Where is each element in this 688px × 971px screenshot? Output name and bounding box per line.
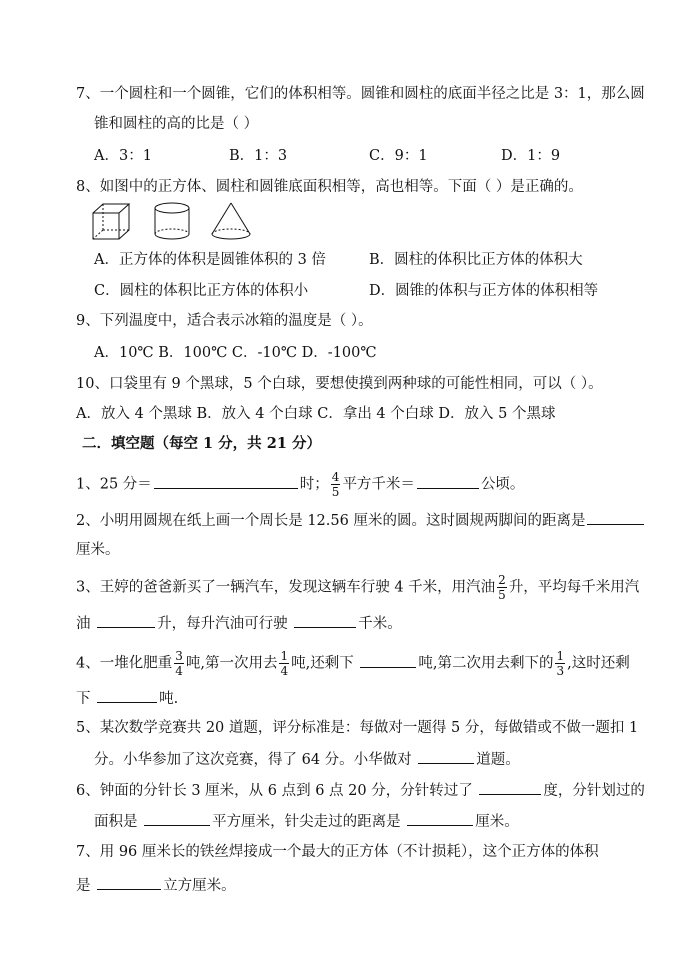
q8-option-d: D．圆锥的体积与正方体的体积相等 (369, 283, 599, 299)
fill-4-text-g: 吨. (159, 691, 179, 707)
fill-4 (76, 650, 630, 677)
fill-1-text-d: 公顷。 (480, 476, 525, 493)
fill-5-text-a: 分。小华参加了这次竞赛，得了 64 分。小华做对 (94, 752, 412, 768)
q9-stem: 9、下列温度中，适合表示冰箱的温度是（ ）。 (76, 313, 373, 329)
q8-stem: 8、如图中的正方体、圆柱和圆锥底面积相等，高也相等。下面（ ）是正确的。 (76, 179, 583, 195)
fraction-2-5: $\frac{2}{5}$ (498, 573, 506, 602)
fill-6-blank-3[interactable] (407, 810, 473, 826)
fill-7-text-b: 立方厘米。 (163, 878, 236, 894)
fill-4-text-b: 吨,第一次用去 (185, 655, 278, 672)
fill-3-line2 (76, 612, 402, 634)
fill-2 (76, 509, 646, 531)
fill-3-text-c: 油 (76, 616, 91, 632)
fill-7-line1: 7、用 96 厘米长的铁丝焊接成一个最大的正方体（不计损耗），这个正方体的体积 (76, 844, 599, 860)
fill-7-line2 (76, 874, 236, 896)
fill-5-line1: 5、某次数学竞赛共 20 道题，评分标准是：每做对一题得 5 分，每做错或不做一题扣 1 (76, 720, 639, 736)
fill-6-text-d: 平方厘米，针尖走过的距离是 (212, 814, 401, 830)
cone-figure (209, 201, 253, 241)
q7-option-b: B．1：3 (229, 148, 288, 164)
fill-7-text-a: 是 (76, 878, 91, 894)
fill-1-text-b: 时； (299, 476, 329, 493)
q10-stem: 10、口袋里有 9 个黑球，5 个白球，要想使摸到两种球的可能性相同，可以（ ）。 (76, 376, 603, 392)
fill-1 (76, 471, 524, 498)
fraction-1-3: $\frac{1}{3}$ (556, 649, 565, 678)
section-title: 二．填空题（每空 1 分，共 21 分） (82, 435, 321, 452)
fill-5-line2 (94, 748, 520, 770)
fill-3-text-b: 升，平均每千米用汽 (508, 579, 640, 596)
fill-3-text-a: 3、王婷的爸爸新买了一辆汽车，发现这辆车行驶 4 千米，用汽油 (76, 579, 496, 596)
fill-6-blank-1[interactable] (479, 779, 541, 795)
q7-option-d: D．1：9 (501, 148, 561, 164)
fill-4-text-e: ,这时还剩 (567, 655, 630, 672)
fill-4-line2 (76, 687, 178, 709)
fill-4-text-a: 4、一堆化肥重 (76, 655, 173, 672)
q8-option-a: A．正方体的体积是圆锥体积的 3 倍 (94, 252, 326, 268)
q7-option-a: A．3：1 (94, 148, 152, 164)
fill-5-blank[interactable] (418, 748, 474, 764)
q10-options: A．放入 4 个黑球 B．放入 4 个白球 C．拿出 4 个白球 D．放入 5 个黑球 (76, 406, 556, 422)
fill-2-line2: 厘米。 (76, 542, 120, 558)
fill-6-line2 (94, 810, 519, 832)
fill-2-text: 2、小明用圆规在纸上画一个周长是 12.56 厘米的圆。这时圆规两脚间的距离是 (76, 513, 586, 529)
q9-options: A．10℃ B．100℃ C．-10℃ D．-100℃ (94, 345, 377, 361)
fill-3-text-d: 升，每升汽油可行驶 (157, 616, 288, 632)
fill-6-text-b: 度，分针划过的 (543, 783, 645, 799)
fill-6-text-e: 厘米。 (475, 814, 519, 830)
fill-3 (76, 574, 639, 601)
cylinder-figure (152, 201, 192, 241)
q7-stem-line2: 锥和圆柱的高的比是（ ） (94, 116, 259, 132)
fill-6-blank-2[interactable] (144, 810, 210, 826)
fill-3-blank-2[interactable] (294, 612, 356, 628)
q7-option-c: C．9：1 (369, 148, 428, 164)
fraction-4-5: $\frac{4}{5}$ (331, 470, 340, 499)
fill-4-text-c: 吨,还剩下 (291, 655, 354, 672)
fill-4-blank-1[interactable] (360, 652, 416, 668)
fill-1-text-a: 1、25 分＝ (76, 476, 152, 493)
fill-6-text-c: 面积是 (94, 814, 138, 830)
fill-4-text-d: 吨,第二次用去剩下的 (418, 655, 554, 672)
fill-3-blank-1[interactable] (97, 612, 155, 628)
fill-7-blank[interactable] (97, 874, 161, 890)
fill-4-blank-2[interactable] (97, 687, 157, 703)
q8-option-c: C．圆柱的体积比正方体的体积小 (94, 283, 309, 299)
fill-3-text-e: 千米。 (358, 616, 402, 632)
fill-2-blank[interactable] (587, 509, 644, 525)
fill-4-text-f: 下 (76, 691, 91, 707)
fraction-3-4: $\frac{3}{4}$ (175, 649, 183, 678)
fill-5-text-b: 道题。 (476, 752, 520, 768)
fraction-1-4: $\frac{1}{4}$ (280, 649, 289, 678)
fill-1-blank-1[interactable] (154, 473, 298, 489)
fill-6-line1 (76, 779, 645, 801)
fill-1-blank-2[interactable] (417, 473, 479, 489)
q7-stem-line1: 7、一个圆柱和一个圆锥，它们的体积相等。圆锥和圆柱的底面半径之比是 3：1，那么圆 (76, 86, 645, 102)
fill-1-text-c: 平方千米＝ (342, 476, 415, 493)
cube-figure (91, 201, 131, 241)
fill-6-text-a: 6、钟面的分针长 3 厘米，从 6 点到 6 点 20 分，分针转过了 (76, 783, 473, 799)
q8-option-b: B．圆柱的体积比正方体的体积大 (369, 252, 583, 268)
